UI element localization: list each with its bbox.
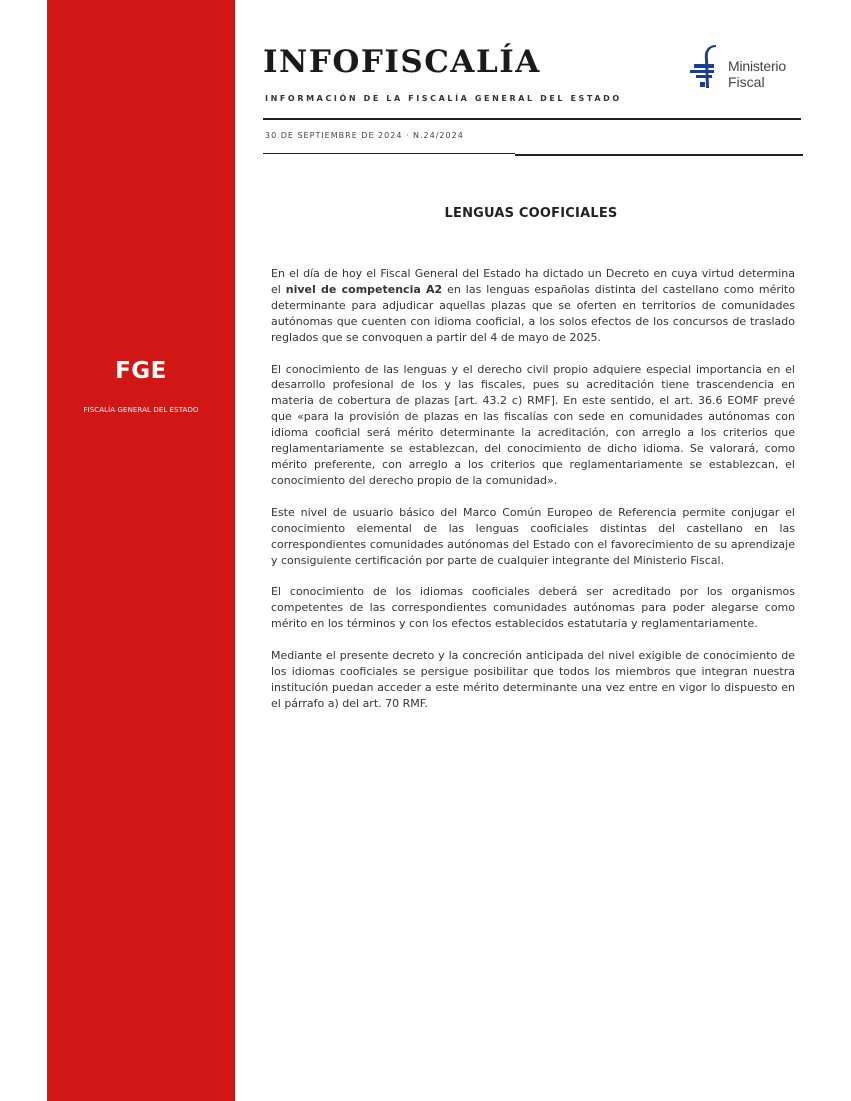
header-rule-bottom-left <box>263 153 515 154</box>
article-title: LENGUAS COOFICIALES <box>444 206 618 221</box>
sidebar-band <box>47 0 235 1101</box>
paragraph-2: El conocimiento de las lenguas y el derecho civil propio adquiere especial importancia en el desarrollo profesional de los y las fiscales, pues su acreditación tiene trascendencia en materia de cobertura de plazas [art. 43.2 c) RMF]. En este sentido, el art. 36.6 EOMF prevé que «para la provisión de plazas en las fiscalías con sede en comunidades autónomas con idioma cooficial será mérito determinante la acreditación, con arreglo a los criterios que reglamentariamente se establezcan, del conocimiento de dicho idioma. Se valorará, como mérito preferente, con arreglo a los criterios que reglamentariamente se establezcan, el conocimiento del derecho propio de la comunidad». <box>271 362 795 487</box>
masthead-title: INFOFISCALÍA <box>263 44 541 80</box>
ministerio-fiscal-logo <box>686 44 798 92</box>
paragraph-1 <box>271 266 795 346</box>
paragraph-1-emphasis: nivel de competencia A2 <box>285 282 443 296</box>
article-body <box>271 266 795 728</box>
header-rule-top <box>263 118 801 120</box>
sidebar-acronym: FGE <box>115 358 167 384</box>
paragraph-1-rest: en las lenguas españolas distinta del castellano como mérito determinante para adjudicar aquellas plazas que se oferten en territorios de comunidades autónomas que cuenten con idioma cooficial, a los solos efectos de los concursos de traslado reglados que se convoquen a partir del 4 de mayo de 2025. <box>271 282 795 344</box>
paragraph-3: Este nivel de usuario básico del Marco Común Europeo de Referencia permite conjugar el conocimiento elemental de las lenguas cooficiales distintas del castellano en las correspondientes comunidades autónomas del Estado con el favorecimiento de su aprendizaje y consiguiente certificación por parte de cualquier integrante del Ministerio Fiscal. <box>271 505 795 567</box>
paragraph-4: El conocimiento de los idiomas cooficiales deberá ser acreditado por los organismos competentes de las correspondientes comunidades autónomas para poder alegarse como mérito en los términos y con los efectos establecidos estatutaria y reglamentariamente. <box>271 585 795 631</box>
logo-text-fiscal: Fiscal <box>728 74 765 90</box>
header-rule-bottom-right <box>515 154 803 156</box>
paragraph-1-intro: En el día de hoy el Fiscal General del Estado ha dictado un Decreto en cuya virtud determina el <box>271 267 795 296</box>
ministerio-fiscal-emblem-icon <box>686 44 726 92</box>
logo-text-ministerio: Ministerio <box>728 58 786 74</box>
sidebar-name: FISCALÍA GENERAL DEL ESTADO <box>83 406 199 414</box>
issue-dateline: 30 DE SEPTIEMBRE DE 2024 · N.24/2024 <box>265 131 464 140</box>
masthead-subtitle: INFORMACIÓN DE LA FISCALÍA GENERAL DEL ESTADO <box>265 94 622 103</box>
paragraph-5: Mediante el presente decreto y la concreción anticipada del nivel exigible de conocimiento de los idiomas cooficiales se persigue posibilitar que todos los miembros que integran nuestra institución puedan acceder a este mérito determinante una vez entre en vigor lo dispuesto en el párrafo a) del art. 70 RMF. <box>271 649 795 710</box>
